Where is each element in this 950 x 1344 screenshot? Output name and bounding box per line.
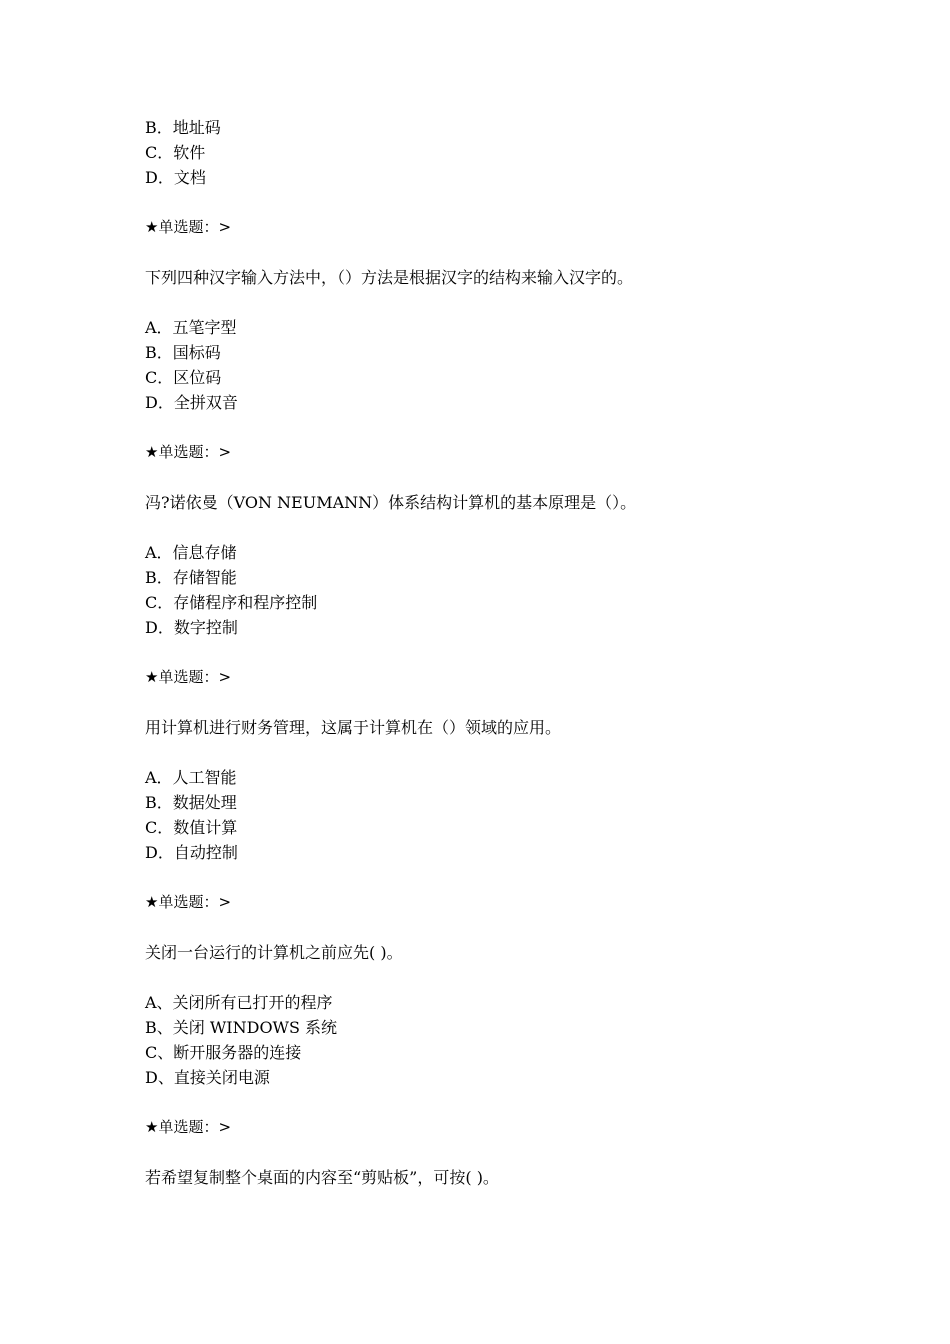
option: C、断开服务器的连接 [145,1043,302,1062]
question-type-marker: ★单选题：> [145,218,232,236]
option: A．五笔字型 [145,318,237,337]
question-type-marker: ★单选题：> [145,668,232,686]
question-text: 冯?诺依曼（VON NEUMANN）体系结构计算机的基本原理是（）。 [145,493,637,512]
option: A．信息存储 [145,543,237,562]
option: D．自动控制 [145,843,238,862]
option: B．存储智能 [145,568,237,587]
question-text: 关闭一台运行的计算机之前应先( )。 [145,943,403,962]
question-type-marker: ★单选题：> [145,443,232,461]
question-list [145,115,845,1190]
option: B．地址码 [145,118,221,137]
option: C．存储程序和程序控制 [145,593,318,612]
option: B．国标码 [145,343,221,362]
option: D．数字控制 [145,618,238,637]
option: C．区位码 [145,368,222,387]
option: C．软件 [145,143,206,162]
option: D、直接关闭电源 [145,1068,270,1087]
option: A．人工智能 [145,768,237,787]
question-text: 用计算机进行财务管理，这属于计算机在（）领域的应用。 [145,718,562,737]
option: D．文档 [145,168,206,187]
question-type-marker: ★单选题：> [145,893,232,911]
option: B．数据处理 [145,793,237,812]
option: A、关闭所有已打开的程序 [145,993,333,1012]
question-text: 若希望复制整个桌面的内容至“剪贴板”，可按( )。 [145,1168,499,1187]
option: B、关闭 WINDOWS 系统 [145,1018,338,1037]
option: C．数值计算 [145,818,238,837]
option: D．全拼双音 [145,393,238,412]
question-text: 下列四种汉字输入方法中，（）方法是根据汉字的结构来输入汉字的。 [145,268,634,287]
question-type-marker: ★单选题：> [145,1118,232,1136]
